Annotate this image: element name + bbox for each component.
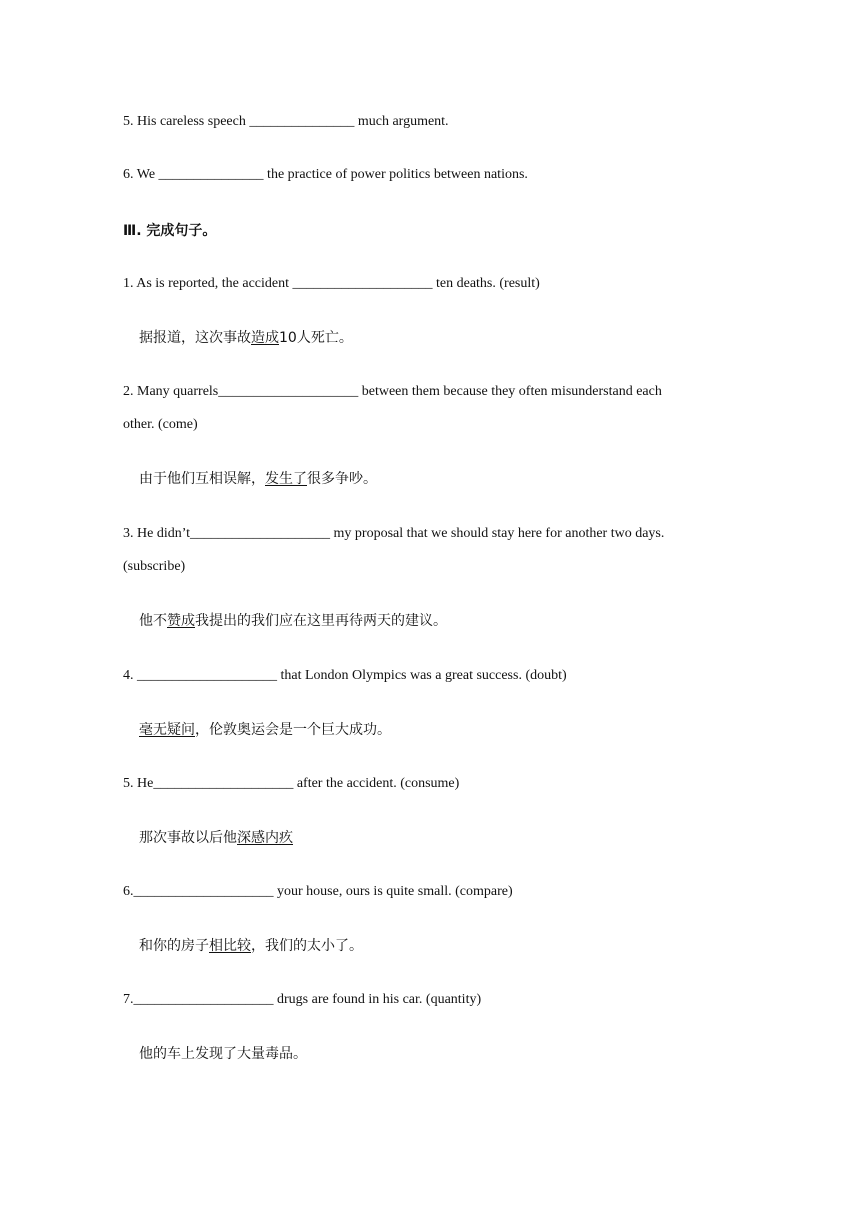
sentence-1: 1. As is reported, the accident ____________________ ten deaths. (result): [123, 276, 540, 291]
exercise-item-5: 5. His careless speech _______________ much argument.: [123, 114, 449, 129]
sentence-2-line-1: 2. Many quarrels____________________ between them because they often misunderstand each: [123, 384, 662, 399]
section-heading: Ⅲ. 完成句子。: [123, 223, 217, 239]
sentence-5: 5. He____________________ after the accident. (consume): [123, 776, 460, 791]
sentence-4: 4. ____________________ that London Olympics was a great success. (doubt): [123, 668, 567, 683]
sentence-7: 7.____________________ drugs are found in his car. (quantity): [123, 992, 482, 1007]
sentence-5-translation: 那次事故以后他深感内疚: [139, 830, 293, 846]
sentence-3-translation: 他不赞成我提出的我们应在这里再待两天的建议。: [139, 613, 447, 629]
sentence-4-translation: 毫无疑问，伦敦奥运会是一个巨大成功。: [139, 722, 391, 738]
sentence-2-translation: 由于他们互相误解，发生了很多争吵。: [139, 471, 377, 487]
sentence-6: 6.____________________ your house, ours is quite small. (compare): [123, 884, 513, 899]
exercise-item-6: 6. We _______________ the practice of power politics between nations.: [123, 167, 528, 182]
sentence-2-line-2: other. (come): [123, 417, 198, 432]
sentence-1-translation: 据报道，这次事故造成10人死亡。: [139, 330, 353, 346]
sentence-6-translation: 和你的房子相比较，我们的太小了。: [139, 938, 363, 954]
sentence-7-translation: 他的车上发现了大量毒品。: [139, 1046, 307, 1062]
sentence-3-line-1: 3. He didn’t____________________ my proposal that we should stay here for another two days.: [123, 526, 665, 541]
sentence-3-line-2: (subscribe): [123, 559, 186, 574]
